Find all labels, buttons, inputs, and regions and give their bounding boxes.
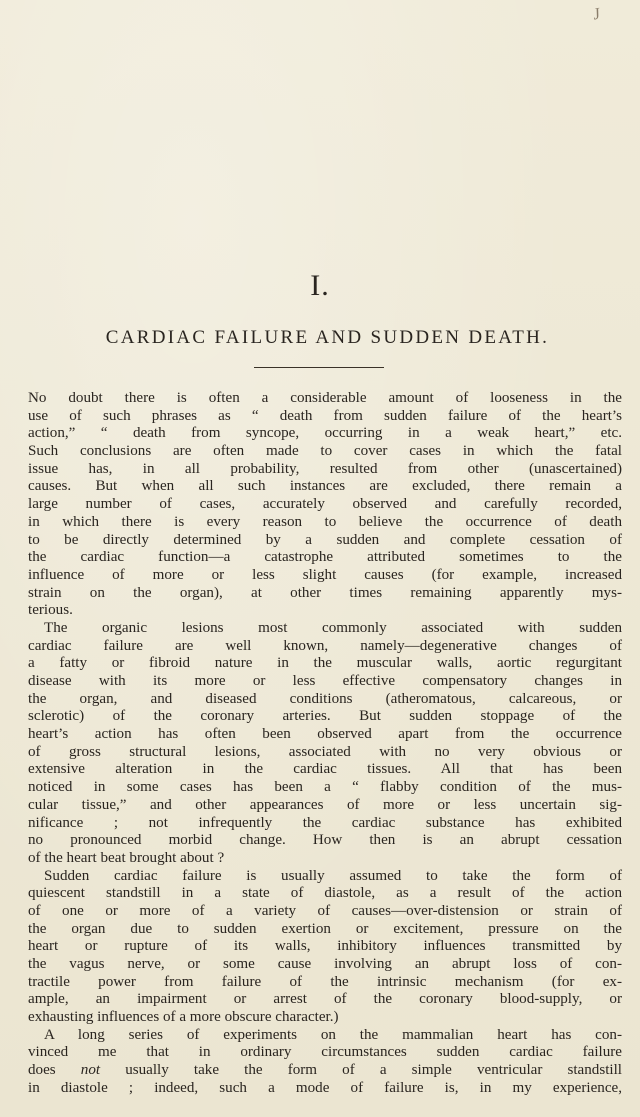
- text-line: the organ, and diseased conditions (atheromatous, calcareous, or: [28, 690, 622, 707]
- text-line: ample, an impairment or arrest of the coronary blood-supply, or: [28, 991, 622, 1008]
- text-line: quiescent standstill in a state of diastole, as a result of the action: [28, 885, 622, 902]
- text-line: disease with its more or less effective compensatory changes in: [28, 673, 622, 689]
- handwritten-corner-mark: J: [591, 5, 602, 24]
- chapter-title: CARDIAC FAILURE AND SUDDEN DEATH.: [105, 327, 550, 348]
- text-line: of the heart beat brought about ?: [28, 849, 225, 866]
- text-line: no pronounced morbid change. How then is an abrupt cessation: [28, 832, 622, 849]
- text-line: the organ due to sudden exertion or excitement, pressure on the: [28, 920, 622, 937]
- text-line: sclerotic) of the coronary arteries. But sudden stoppage of the: [28, 708, 622, 725]
- text-line: large number of cases, accurately observed and carefully recorded,: [28, 496, 622, 513]
- text-line: tractile power from failure of the intrinsic mechanism (for ex-: [28, 973, 622, 990]
- text-line: causes. But when all such instances are excluded, there remain a: [28, 478, 622, 495]
- text-line: heart’s action has often been observed apart from the occurrence: [28, 726, 622, 743]
- text-line: the vagus nerve, or some cause involving an abrupt loss of con-: [28, 956, 622, 972]
- text-line: exhausting influences of a more obscure character.): [28, 1009, 339, 1026]
- text-line: use of such phrases as “ death from sudden failure of the heart’s: [28, 407, 622, 424]
- text-line: The organic lesions most commonly associated with sudden: [44, 619, 622, 636]
- text-line: extensive alteration in the cardiac tissues. All that has been: [28, 761, 622, 778]
- text-line: of gross structural lesions, associated with no very obvious or: [28, 743, 622, 760]
- text-line: Sudden cardiac failure is usually assumed to take the form of: [44, 867, 622, 884]
- text-line: the cardiac function—a catastrophe attributed sometimes to the: [28, 549, 622, 566]
- text-line: cardiac failure are well known, namely—degenerative changes of: [28, 637, 622, 654]
- text-line: in diastole ; indeed, such a mode of failure is, in my experience,: [28, 1079, 622, 1096]
- text-line: vinced me that in ordinary circumstances sudden cardiac failure: [28, 1044, 622, 1061]
- text-line: issue has, in all probability, resulted from other (unascertained): [28, 460, 622, 477]
- text-line: action,” “ death from syncope, occurring in a weak heart,” etc.: [28, 425, 622, 442]
- text-line: influence of more or less slight causes (for example, increased: [28, 566, 622, 583]
- text-line: in which there is every reason to believe the occurrence of death: [28, 513, 622, 530]
- text-line: to be directly determined by a sudden and complete cessation of: [28, 531, 622, 548]
- text-line: heart or rupture of its walls, inhibitory influences transmitted by: [28, 938, 622, 955]
- text-line: of one or more of a variety of causes—over-distension or strain of: [28, 902, 622, 919]
- text-line: cular tissue,” and other appearances of more or less uncertain sig-: [28, 796, 622, 813]
- text-line: does not usually take the form of a simple ventricular standstill: [28, 1062, 622, 1079]
- chapter-number: I.: [310, 269, 330, 302]
- text-line: noticed in some cases has been a “ flabby condition of the mus-: [28, 779, 622, 796]
- text-line: terious.: [28, 602, 73, 619]
- text-line: nificance ; not infrequently the cardiac substance has exhibited: [28, 814, 622, 831]
- text-line: A long series of experiments on the mammalian heart has con-: [44, 1026, 622, 1043]
- title-rule: [254, 367, 384, 368]
- text-line: strain on the organ), at other times remaining apparently mys-: [28, 584, 622, 601]
- body-text: [28, 390, 622, 1098]
- text-line: No doubt there is often a considerable amount of looseness in the: [28, 390, 622, 406]
- text-line: a fatty or fibroid nature in the muscular walls, aortic regurgitant: [28, 655, 622, 672]
- text-line: Such conclusions are often made to cover cases in which the fatal: [28, 443, 622, 460]
